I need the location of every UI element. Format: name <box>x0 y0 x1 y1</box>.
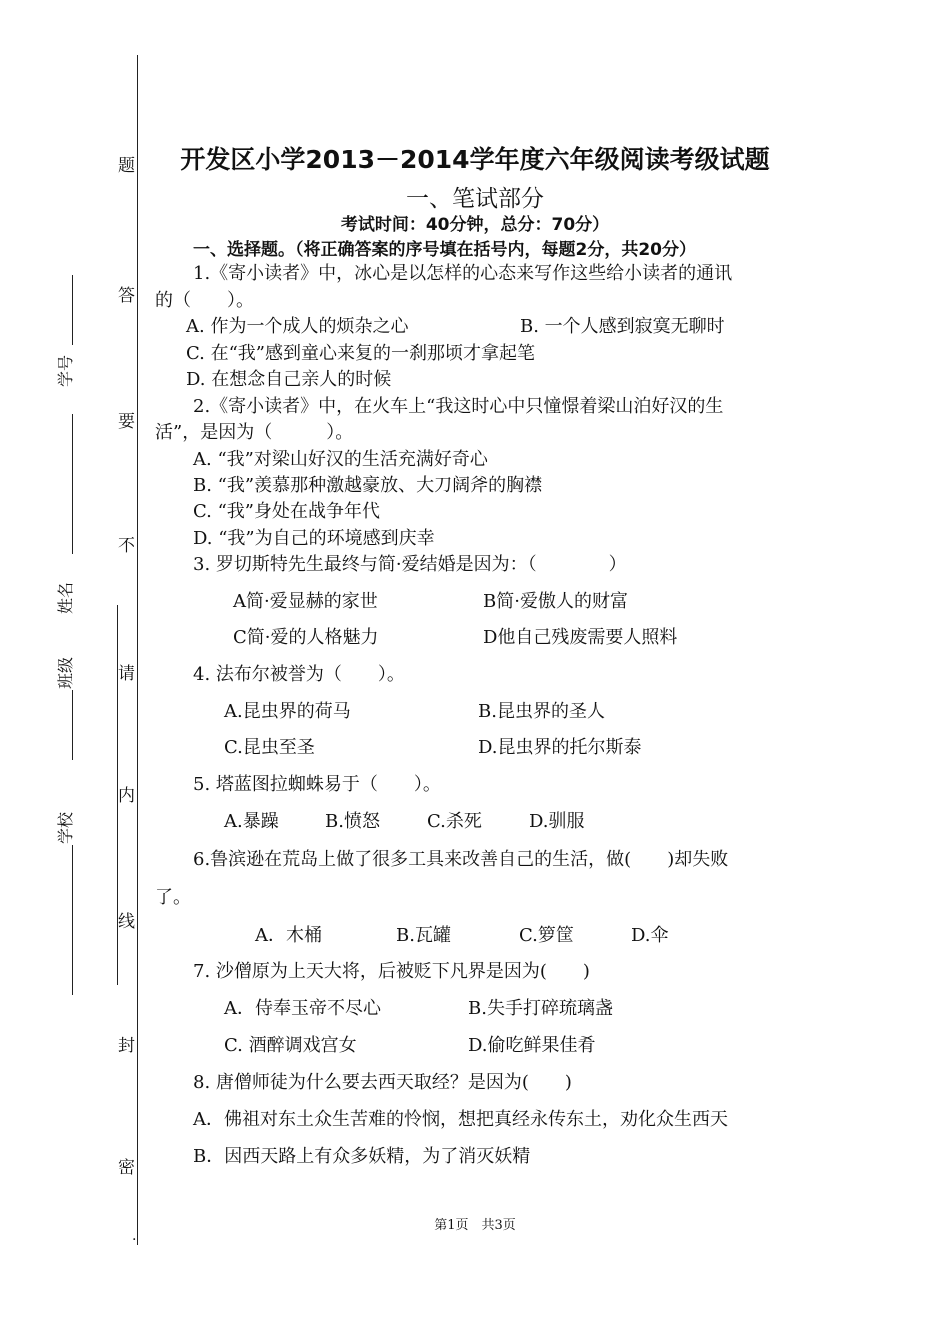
question-stem: 4. 法布尔被誉为（ ）。 <box>193 664 405 685</box>
option-a: A.昆虫界的荷马 <box>224 701 351 722</box>
option-a: A．木桶 <box>255 925 322 946</box>
seal-char: 封 <box>118 1036 135 1056</box>
option-c: C.昆虫至圣 <box>224 737 315 758</box>
question-stem: 1.《寄小读者》中，冰心是以怎样的心态来写作这些给小读者的通讯 <box>193 263 733 284</box>
option-b: B.失手打碎琉璃盏 <box>468 998 613 1019</box>
question-stem: 6.鲁滨逊在荒岛上做了很多工具来改善自己的生活，做( )却失败 <box>193 849 729 870</box>
page-number: 第1页 共3页 <box>434 1218 516 1233</box>
seal-dot: . <box>132 1228 137 1244</box>
student-no-blank-2 <box>72 414 73 554</box>
option-d: D.偷吃鲜果佳肴 <box>468 1035 596 1056</box>
option-b: B简·爱傲人的财富 <box>483 591 628 612</box>
option-a: A. 作为一个成人的烦杂之心 <box>186 316 409 337</box>
option-c: C. 酒醉调戏宫女 <box>224 1035 357 1056</box>
class-label: 班级 <box>56 656 75 689</box>
option-c: C. 在“我”感到童心来复的一刹那顷才拿起笔 <box>186 343 535 364</box>
option-c: C.杀死 <box>427 811 482 832</box>
question-stem: 7. 沙僧原为上天大将，后被贬下凡界是因为( ) <box>193 961 590 982</box>
option-b: B.瓦罐 <box>396 925 451 946</box>
exam-info: 考试时间：40分钟，总分：70分） <box>340 215 610 235</box>
seal-char: 不 <box>118 536 135 556</box>
option-d: D他自己残废需要人照料 <box>483 627 678 648</box>
option-b: B. 一个人感到寂寞无聊时 <box>520 316 725 337</box>
class-blank <box>72 690 73 760</box>
name-label: 姓名 <box>56 581 75 614</box>
exam-title: 开发区小学2013－2014学年度六年级阅读考级试题 <box>180 145 770 174</box>
question-stem-cont: 的（ ）。 <box>155 290 254 311</box>
student-no-blank <box>72 275 73 345</box>
part-heading: 一、笔试部分 <box>406 186 544 212</box>
school-blank <box>72 845 73 995</box>
option-a: A简·爱显赫的家世 <box>233 591 378 612</box>
student-no-label: 学号 <box>56 354 75 387</box>
option-c: C简·爱的人格魅力 <box>233 627 379 648</box>
seal-char: 密 <box>118 1158 135 1178</box>
option-d: D.伞 <box>631 925 669 946</box>
question-stem-cont: 活”，是因为（ ）。 <box>155 422 354 443</box>
option-b: B．因西天路上有众多妖精，为了消灭妖精 <box>193 1146 531 1167</box>
option-a: A．侍奉玉帝不尽心 <box>224 998 381 1019</box>
option-c: C.箩筐 <box>519 925 574 946</box>
question-stem: 5. 塔蓝图拉蜘蛛易于（ ）。 <box>193 774 441 795</box>
question-stem: 3. 罗切斯特先生最终与简·爱结婚是因为：（ ） <box>193 554 627 575</box>
option-b: B.愤怒 <box>325 811 380 832</box>
question-stem: 2.《寄小读者》中，在火车上“我这时心中只憧憬着梁山泊好汉的生 <box>193 396 724 417</box>
school-label: 学校 <box>56 811 75 844</box>
seal-char: 请 <box>118 664 135 684</box>
option-d: D. 在想念自己亲人的时候 <box>186 369 392 390</box>
option-b: B.昆虫界的圣人 <box>478 701 605 722</box>
question-stem: 8. 唐僧师徒为什么要去西天取经？是因为( ) <box>193 1072 572 1093</box>
option-a: A.暴躁 <box>224 811 279 832</box>
seal-char: 题 <box>118 156 135 176</box>
option-b: B. “我”羡慕那种激越豪放、大刀阔斧的胸襟 <box>193 475 543 496</box>
section-heading: 一、选择题。（将正确答案的序号填在括号内，每题2分，共20分） <box>193 240 696 260</box>
option-d: D.昆虫界的托尔斯泰 <box>478 737 642 758</box>
class-school-divider <box>117 605 118 985</box>
question-stem-cont: 了。 <box>155 887 191 908</box>
option-d: D.驯服 <box>529 811 585 832</box>
option-c: C. “我”身处在战争年代 <box>193 501 380 522</box>
seal-char: 内 <box>118 786 135 806</box>
seal-char: 要 <box>118 412 135 432</box>
seal-char: 答 <box>118 286 135 306</box>
option-a: A．佛祖对东土众生苦难的怜悯，想把真经永传东土，劝化众生西天 <box>193 1109 728 1130</box>
seal-char: 线 <box>118 912 135 932</box>
option-d: D. “我”为自己的环境感到庆幸 <box>193 528 435 549</box>
option-a: A. “我”对梁山好汉的生活充满好奇心 <box>193 449 488 470</box>
